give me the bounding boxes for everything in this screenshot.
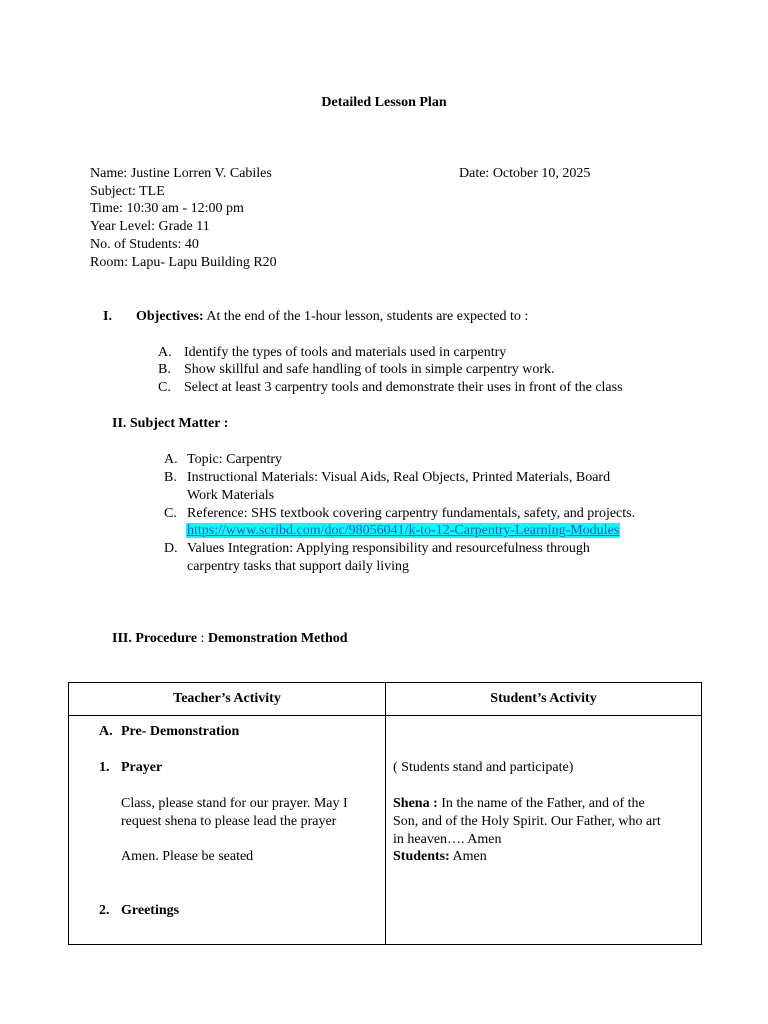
prayer-heading: Prayer [121,760,163,775]
shena-line-3: in heaven…. Amen [393,832,502,847]
lesson-date: Date: October 10, 2025 [459,166,591,181]
student-activity-cell [386,716,702,945]
students-label: Students: [393,849,450,864]
shena-line-2: Son, and of the Holy Spirit. Our Father, who art [393,814,661,829]
procedure-table [68,682,702,945]
pre-demonstration: Pre- Demonstration [121,724,240,739]
objective-a: Identify the types of tools and materials used in carpentry [184,345,507,360]
year-level: Year Level: Grade 11 [90,219,210,234]
prayer-instruction-2: request shena to please lead the prayer [121,814,337,829]
procedure-label: III. Procedure [112,631,198,646]
materials-line-2: Work Materials [187,488,275,503]
reference-link[interactable] [186,522,620,540]
shena-text: In the name of the Father, and of the [437,796,645,811]
prayer-instruction-1: Class, please stand for our prayer. May I [121,796,348,811]
objective-letter-b: B. [158,362,171,377]
values-line-2: carpentry tasks that support daily living [187,559,410,574]
subject-matter-heading: II. Subject Matter : [112,416,229,431]
prayer-number: 1. [99,760,110,775]
topic-letter: A. [164,452,178,467]
teacher-name: Name: Justine Lorren V. Cabiles [90,166,272,181]
lesson-subject: Subject: TLE [90,184,165,199]
lesson-time: Time: 10:30 am - 12:00 pm [90,201,244,216]
amen-seated: Amen. Please be seated [121,849,254,864]
reference: Reference: SHS textbook covering carpentry fundamentals, safety, and projects. [187,506,636,521]
values-letter: D. [164,541,178,556]
room: Room: Lapu- Lapu Building R20 [90,255,277,270]
objective-c: Select at least 3 carpentry tools and demonstrate their uses in front of the class [184,380,623,395]
reference-link-text[interactable]: https://www.scribd.com/doc/98056041/k-to-12-Carpentry-Learning-Modules [187,523,620,538]
shena-label: Shena : [393,796,438,811]
materials-letter: B. [164,470,177,485]
objective-b: Show skillful and safe handling of tools in simple carpentry work. [184,362,555,377]
materials-line-1: Instructional Materials: Visual Aids, Real Objects, Printed Materials, Board [187,470,611,485]
values-line-1: Values Integration: Applying responsibility and resourcefulness through [187,541,590,556]
teacher-activity-cell [69,716,386,945]
objectives-label: Objectives: [136,309,204,324]
students-amen [393,848,487,866]
procedure-separator: : [197,631,208,646]
shena-line-1 [393,795,645,813]
document-title: Detailed Lesson Plan [321,95,447,110]
objectives-heading [136,308,528,326]
objectives-numeral: I. [103,309,112,324]
objective-letter-c: C. [158,380,171,395]
student-activity-header: Student’s Activity [386,683,702,716]
procedure-method: Demonstration Method [207,631,348,646]
students-amen-text: Amen [449,849,487,864]
teacher-activity-header: Teacher’s Activity [69,683,386,716]
greetings-heading: Greetings [121,903,180,918]
objectives-intro: At the end of the 1-hour lesson, students are expected to : [203,309,529,324]
objective-letter-a: A. [158,345,172,360]
procedure-heading [112,630,348,648]
pre-demo-letter: A. [99,724,113,739]
student-count: No. of Students: 40 [90,237,199,252]
topic: Topic: Carpentry [187,452,283,467]
greetings-number: 2. [99,903,110,918]
reference-letter: C. [164,506,177,521]
students-stand: ( Students stand and participate) [393,760,574,775]
